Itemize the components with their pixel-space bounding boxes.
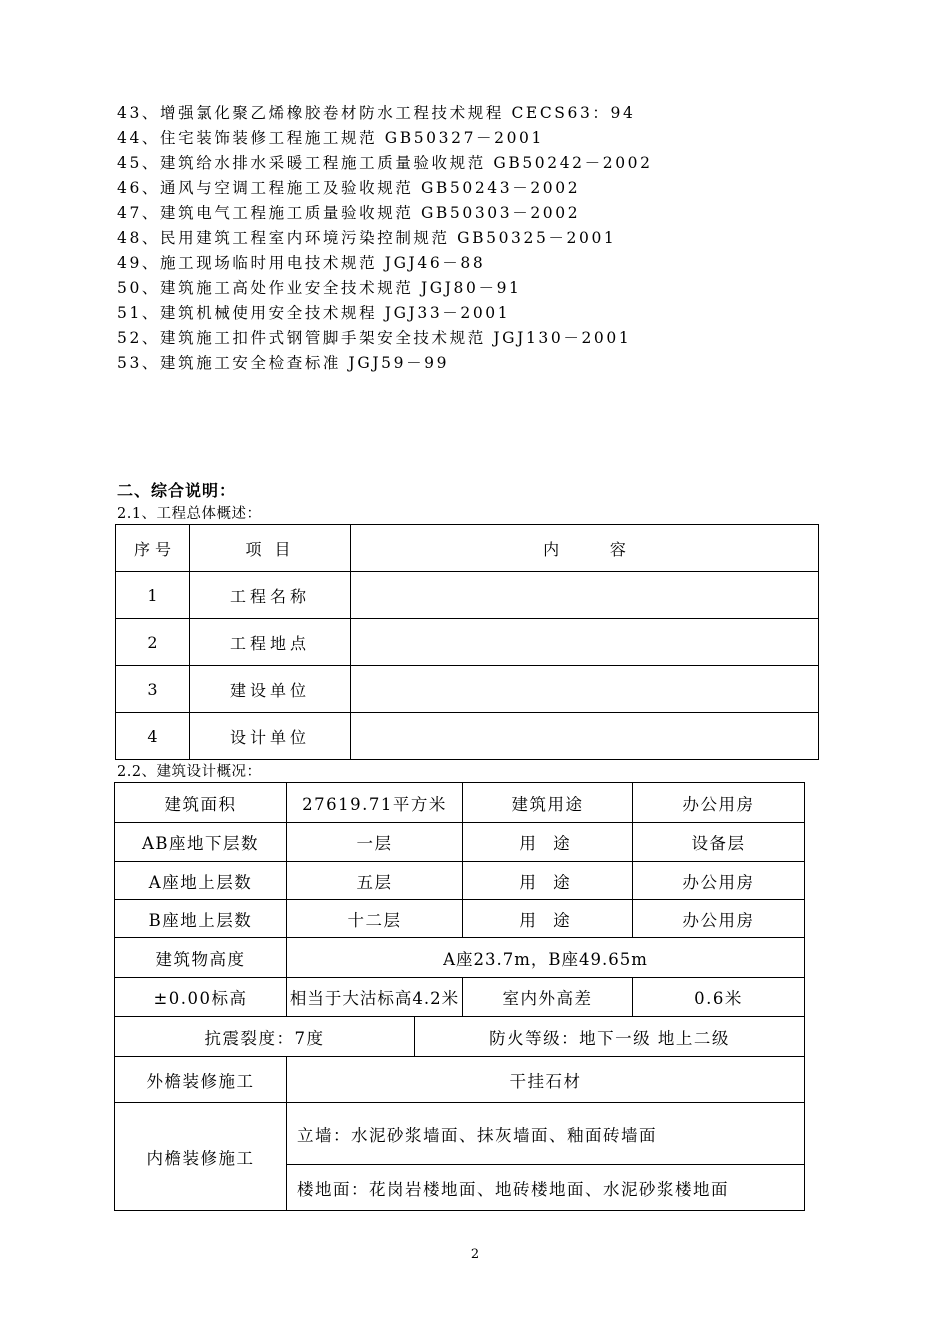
- row-content: [351, 619, 819, 666]
- exterior-value: 干挂石材: [287, 1057, 805, 1103]
- header-no: 序 号: [116, 525, 190, 572]
- table-row: [116, 572, 819, 619]
- table-row: [116, 666, 819, 713]
- standard-item: 49、施工现场临时用电技术规范 JGJ46－88: [117, 254, 486, 272]
- table-row: [115, 1017, 805, 1057]
- height-label: 建筑物高度: [115, 938, 287, 978]
- table-row: [116, 713, 819, 760]
- standard-item: 50、建筑施工高处作业安全技术规范 JGJ80－91: [117, 279, 522, 297]
- zero-value: 相当于大沽标高4.2米: [287, 978, 463, 1017]
- b-above-use-value: 办公用房: [633, 900, 805, 938]
- row-item: 建设单位: [190, 666, 351, 713]
- header-item: 项 目: [190, 525, 351, 572]
- table-row: [115, 938, 805, 978]
- row-content: [351, 572, 819, 619]
- standard-item: 45、建筑给水排水采暖工程施工质量验收规范 GB50242－2002: [117, 154, 653, 172]
- b-above-label: B座地上层数: [115, 900, 287, 938]
- area-value: 27619.71平方米: [287, 783, 463, 823]
- table-row: [115, 1057, 805, 1103]
- diff-value: 0.6米: [633, 978, 805, 1017]
- row-no: 3: [116, 666, 190, 713]
- exterior-label: 外檐装修施工: [115, 1057, 287, 1103]
- overview-table: [115, 524, 819, 760]
- zero-label: ±0.00标高: [115, 978, 287, 1017]
- table-row: [116, 619, 819, 666]
- a-above-use-value: 办公用房: [633, 862, 805, 900]
- table-row: [115, 900, 805, 938]
- table-row: [115, 823, 805, 862]
- standard-item: 48、民用建筑工程室内环境污染控制规范 GB50325－2001: [117, 229, 617, 247]
- table-row: [115, 978, 805, 1017]
- design-title: 2.2、建筑设计概况：: [117, 764, 262, 780]
- row-content: [351, 666, 819, 713]
- row-content: [351, 713, 819, 760]
- height-value: A座23.7m，B座49.65m: [287, 938, 805, 978]
- standard-item: 51、建筑机械使用安全技术规程 JGJ33－2001: [117, 304, 511, 322]
- table-header-row: [116, 525, 819, 572]
- interior-floor: 楼地面：花岗岩楼地面、地砖楼地面、水泥砂浆楼地面: [287, 1165, 805, 1211]
- interior-wall: 立墙：水泥砂浆墙面、抹灰墙面、釉面砖墙面: [287, 1103, 805, 1165]
- section-title: 二、综合说明：: [117, 481, 237, 500]
- standard-item: 53、建筑施工安全检查标准 JGJ59－99: [117, 354, 450, 372]
- a-above-value: 五层: [287, 862, 463, 900]
- diff-label: 室内外高差: [463, 978, 633, 1017]
- overview-title: 2.1、工程总体概述：: [117, 506, 262, 522]
- header-content: 内 容: [351, 525, 819, 572]
- ab-under-use-value: 设备层: [633, 823, 805, 862]
- standard-item: 44、住宅装饰装修工程施工规范 GB50327－2001: [117, 129, 544, 147]
- ab-under-use-label: 用 途: [463, 823, 633, 862]
- use-value: 办公用房: [633, 783, 805, 823]
- row-item: 工程地点: [190, 619, 351, 666]
- b-above-use-label: 用 途: [463, 900, 633, 938]
- row-no: 1: [116, 572, 190, 619]
- row-item: 工程名称: [190, 572, 351, 619]
- row-no: 4: [116, 713, 190, 760]
- standards-list: [117, 101, 653, 376]
- use-label: 建筑用途: [463, 783, 633, 823]
- table-row: [115, 862, 805, 900]
- standard-item: 43、增强氯化聚乙烯橡胶卷材防水工程技术规程 CECS63：94: [117, 104, 636, 122]
- ab-under-label: AB座地下层数: [115, 823, 287, 862]
- standard-item: 47、建筑电气工程施工质量验收规范 GB50303－2002: [117, 204, 581, 222]
- b-above-value: 十二层: [287, 900, 463, 938]
- ab-under-value: 一层: [287, 823, 463, 862]
- row-no: 2: [116, 619, 190, 666]
- a-above-use-label: 用 途: [463, 862, 633, 900]
- row-item: 设计单位: [190, 713, 351, 760]
- fire-grade: 防火等级：地下一级 地上二级: [415, 1017, 805, 1057]
- a-above-label: A座地上层数: [115, 862, 287, 900]
- standard-item: 46、通风与空调工程施工及验收规范 GB50243－2002: [117, 179, 581, 197]
- table-row: [115, 783, 805, 823]
- area-label: 建筑面积: [115, 783, 287, 823]
- design-table: [114, 782, 805, 1211]
- page-number: 2: [470, 1247, 480, 1262]
- standard-item: 52、建筑施工扣件式钢管脚手架安全技术规范 JGJ130－2001: [117, 329, 632, 347]
- interior-label: 内檐装修施工: [115, 1103, 287, 1211]
- seismic-grade: 抗震裂度：7度: [115, 1017, 415, 1057]
- table-row: [115, 1103, 805, 1165]
